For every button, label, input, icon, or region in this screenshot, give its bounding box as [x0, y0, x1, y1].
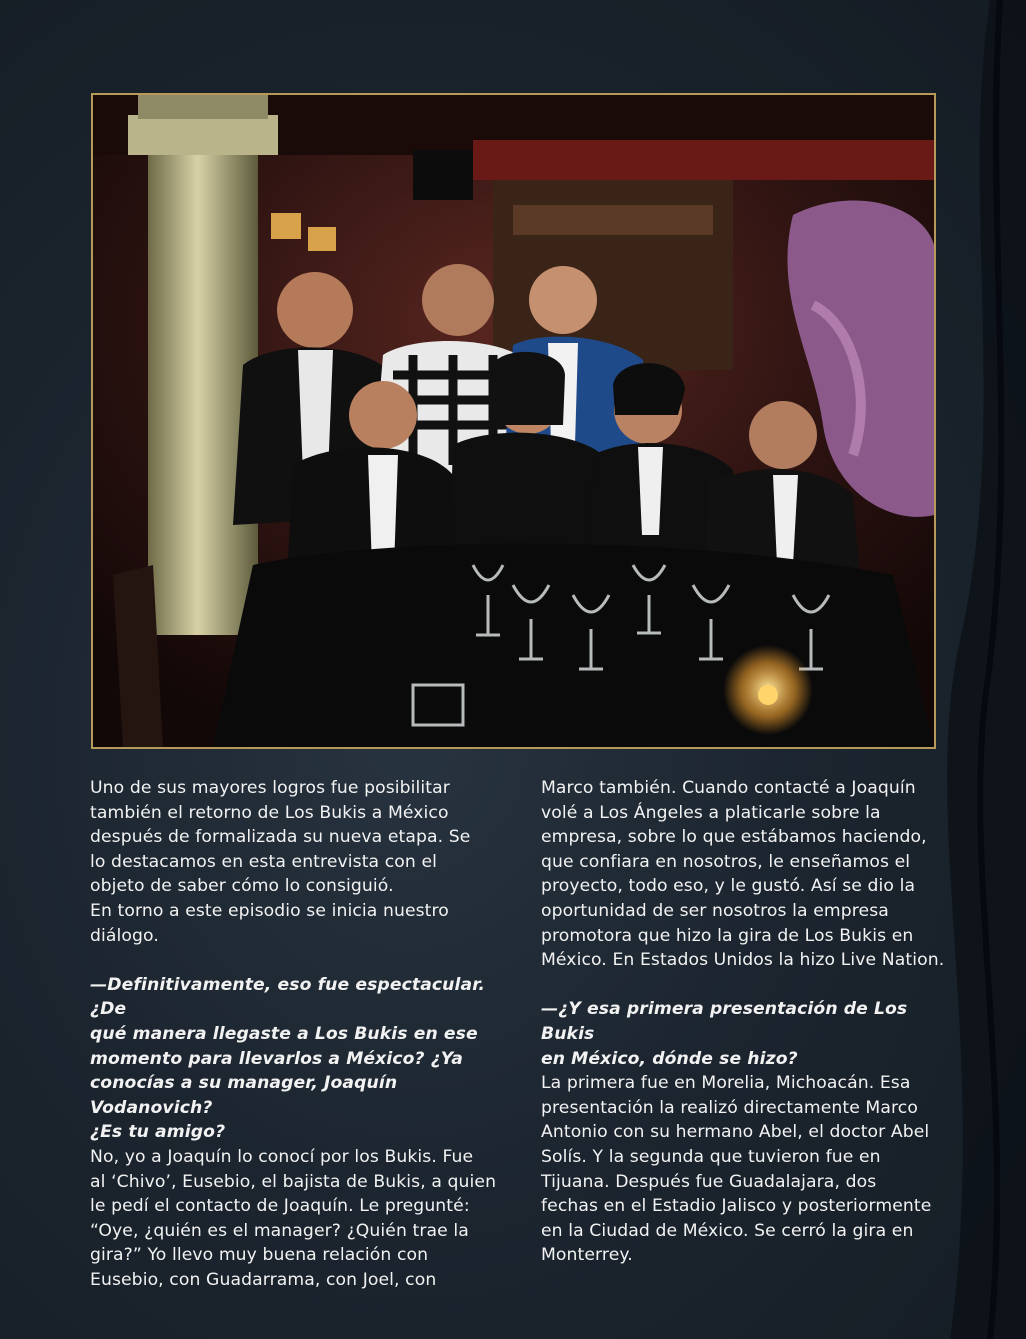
group-photo-illustration [93, 95, 934, 747]
interview-answer-2: La primera fue en Morelia, Michoacán. Esa presentación la realizó directamente Marco Antonio con su hermano Abel, el doctor Abel Solís. Y la segunda que tuvieron fue en Tijuana. Después fue Guadalajara, dos fechas en el Estadio Jalisco y posteriormente en la Ciudad de México. Se cerró la gira en Monterrey. [541, 1073, 932, 1266]
paragraph-spacer [90, 948, 500, 973]
group-photo [91, 93, 936, 749]
intro-paragraph: Uno de sus mayores logros fue posibilitar también el retorno de Los Bukis a México después de formalizada su nueva etapa. Se lo destacamos en esta entrevista con el objeto de saber cómo lo consiguió. En torno a este episodio se inicia nuestro diálogo. [90, 778, 471, 946]
interview-answer-1-continued: Marco también. Cuando contacté a Joaquín volé a Los Ángeles a platicarle sobre la empresa, sobre lo que estábamos haciendo, que confiara en nosotros, le enseñamos el proyecto, todo eso, y le gustó. Así se dio la oportunidad de ser nosotros la empresa promotora que hizo la gira de Los Bukis en México. En Estados Unidos la hizo Live Nation. [541, 778, 945, 971]
interview-question-1: —Definitivamente, eso fue espectacular. ¿De qué manera llegaste a Los Bukis en ese momento para llevarlos a México? ¿Ya conocías a su manager, Joaquín Vodanovich? ¿Es tu amigo? [90, 974, 485, 1143]
paragraph-spacer [541, 973, 961, 998]
interview-answer-1: No, yo a Joaquín lo conocí por los Bukis. Fue al ‘Chivo’, Eusebio, el bajista de Bukis, a quien le pedí el contacto de Joaquín. Le pregunté: “Oye, ¿quién es el manager? ¿Quién trae la gira?” Yo llevo muy buena relación con Eusebio, con Guadarrama, con Joel, con [90, 1146, 497, 1290]
article-left-column [90, 776, 500, 1292]
article-right-column [541, 776, 961, 1268]
interview-question-2: —¿Y esa primera presentación de Los Bukis en México, dónde se hizo? [541, 999, 908, 1069]
